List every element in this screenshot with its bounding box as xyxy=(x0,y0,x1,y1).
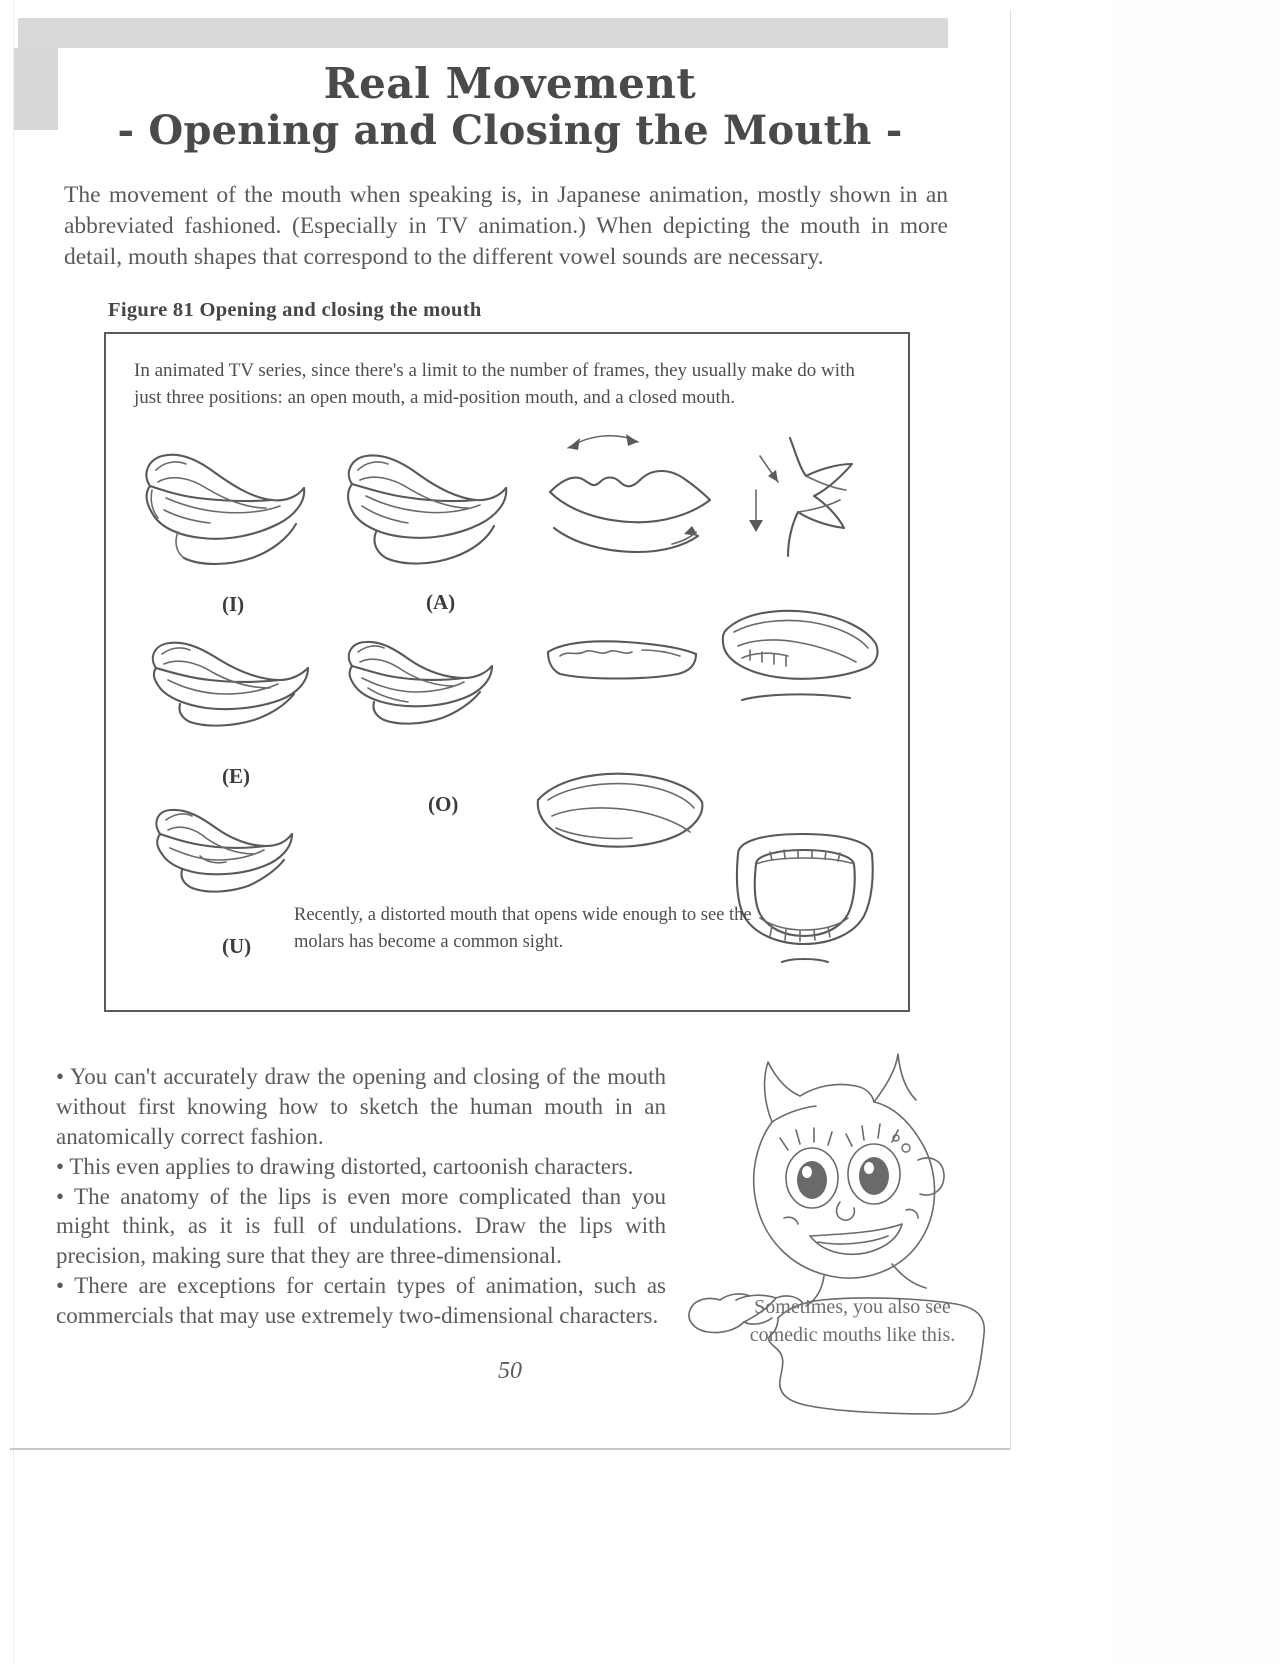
bullet-list xyxy=(56,1062,666,1331)
mouth-illustration-i xyxy=(136,424,316,584)
figure-note: In animated TV series, since there's a limit to the number of frames, they usually make do with just three positions: an open mouth, a mid-position mouth, and a closed mouth. xyxy=(134,360,855,409)
page-right-edge xyxy=(1110,0,1280,1664)
figure-recently-note: Recently, a distorted mouth that opens wide enough to see the molars has become a common sight. xyxy=(294,905,752,952)
bullet-item-2: • This even applies to drawing distorted, cartoonish characters. xyxy=(56,1153,634,1179)
title-subtitle: - Opening and Closing the Mouth - xyxy=(117,107,903,155)
title-main: Real Movement xyxy=(323,59,697,108)
mouth-illustration-closed xyxy=(546,430,716,580)
mouth-illustration-o xyxy=(338,626,498,746)
vowel-label-o: (O) xyxy=(428,792,459,817)
figure-box xyxy=(104,332,910,1012)
bullet-item-1: • You can't accurately draw the opening and closing of the mouth without first knowing how to sketch the human mouth in an anatomically correct fashion. xyxy=(56,1064,666,1149)
mouth-illustration-flat-closed xyxy=(542,634,702,694)
mouth-illustration-u xyxy=(144,796,304,916)
page-title xyxy=(0,0,1020,155)
vowel-label-i: (I) xyxy=(222,592,245,617)
mouth-illustration-profile xyxy=(734,420,884,580)
mouth-illustration-a xyxy=(336,432,516,582)
mouth-illustration-e xyxy=(144,624,314,744)
vowel-label-e: (E) xyxy=(222,764,250,789)
figure-caption: Figure 81 Opening and closing the mouth xyxy=(108,299,482,322)
bullet-item-4: • There are exceptions for certain types of animation, such as commercials that may use extremely two-dimensional characters. xyxy=(56,1273,666,1329)
speech-bubble-text: Sometimes, you also see comedic mouths like this. xyxy=(749,1296,956,1346)
vowel-label-a: (A) xyxy=(426,590,456,615)
intro-paragraph: The movement of the mouth when speaking is, in Japanese animation, mostly shown in an abbreviated fashioned. (Especially in TV animation.) When depicting the mouth in more detail, mouth shapes that correspond to the different vowel sounds are necessary. xyxy=(64,182,948,271)
mouth-illustration-molars-side xyxy=(716,606,886,736)
page-number: 50 xyxy=(498,1358,522,1384)
bullet-item-3: • The anatomy of the lips is even more complicated than you might think, as it is full of undulations. Draw the lips with precision, making sure that they are three-dimensional. xyxy=(56,1183,666,1269)
vowel-label-u: (U) xyxy=(222,934,252,959)
mouth-illustration-open-wide xyxy=(526,766,706,876)
